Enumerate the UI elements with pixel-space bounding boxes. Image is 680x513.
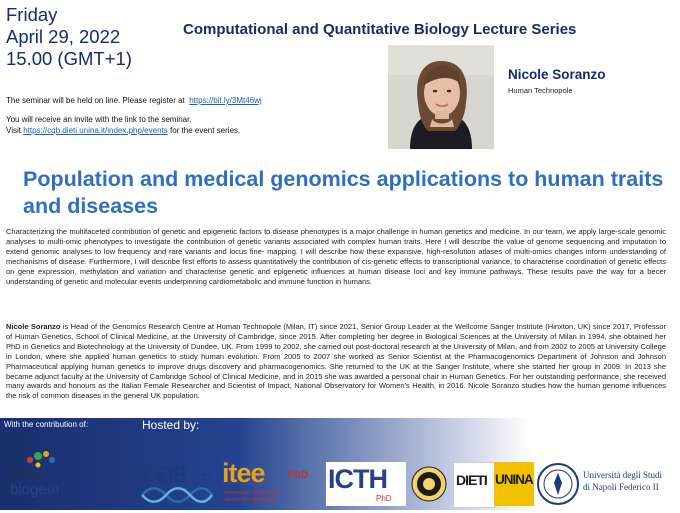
speaker-photo bbox=[388, 45, 494, 149]
event-datetime bbox=[6, 4, 191, 70]
federico-seal-icon bbox=[537, 463, 579, 505]
biogem-logo bbox=[8, 448, 80, 508]
talk-title: Population and medical genomics applications to human traits and diseases bbox=[23, 167, 664, 218]
dna-helix-icon bbox=[140, 486, 214, 504]
visit-prefix: Visit bbox=[6, 126, 21, 135]
unina-logo bbox=[494, 462, 534, 506]
dieti-logo bbox=[453, 462, 495, 508]
event-time: 15.00 (GMT+1) bbox=[6, 48, 132, 69]
itee-phd-text: PhD bbox=[288, 470, 308, 481]
abstract-paragraph: Characterizing the multifaceted contribution of genetic and epigenetic factors to disease phenotypes is a major challenge in human genetics and medicine. In our team, we apply large-scale genomic analyses to multi-omic phenotypes to investigate the contribution of genetic variants associated with complex human traits. Here I will describe the value of genome sequencing and imputation to extend genomic analyses to low frequency and rare variants and locus fine- mapping. I will describe how these expansive, high-resolution atlases of multi-omics changes inform understanding of mechanisms of disease. Furthermore, I will describe first efforts to assess quantitatively the contribution of cis-genetic effects to transcriptional variance, to characterise coordination of genetic effects on gene expression, methylation and variation and characterise genetic and epigenetic influences at human disease loci and key immune pathways. These results pave the way for a becer understanding of genetic and molecular events underpinning cardiometabolic and immune function in humans. bbox=[6, 227, 666, 286]
speaker-portrait-image bbox=[388, 45, 494, 149]
bio-speaker-name: Nicole Soranzo bbox=[6, 322, 61, 331]
series-title: Computational and Quantitative Biology Lecture Series bbox=[183, 21, 577, 38]
icth-phd-text: PhD bbox=[376, 494, 392, 503]
hosted-label: Hosted by: bbox=[142, 418, 200, 432]
speaker-affiliation: Human Technopole bbox=[508, 86, 573, 95]
registration-text: The seminar will be held on line. Please register at bbox=[6, 96, 185, 105]
visit-suffix: for the event series. bbox=[169, 126, 241, 135]
bio-text: is Head of the Genomics Research Centre at Human Technopole (Milan, IT) since 2021, Senior Group Leader at the Wellcome Sanger Institute (Hinxton, UK) since 2017, Professor of Human Genetics, School of Clinical Medicine, at the University of Cambridge, since 2015. After completing her degree in Biological Sciences at the University of Milan in 1994, she obtained her PhD in Genetics and Biotechnology at the University of Dundee, UK. From 1999 to 2002, she carried out post-doctoral research at the University of Milan, and from 2002 to 2005 at University College in London, where she applied human genetics to study human evolution. From 2005 to 2007 she worked as Senior Scientist at the Pharmacogenomics Department of Johnson and Johnson Pharmaceutical applying human genetics to improve drugs discovery and pharmacogenomics. She returned to the UK at the Sanger Institute, where she started her group in 2009. In 2013 she became adjunct faculty at the University of Cambridge School of Clinical Medicine, and in 2015 she was awarded a personal chair in Human Genetics. For her outstanding performance, she received many awards and honours as the Italian Female Researcher and Scientist of Impact, National Observatory for Women's Health, in 2016. Nicole Soranzo studies how the human genome influences the risk of common diseases in the general UK population. bbox=[6, 322, 666, 401]
itee-line1: information technology bbox=[224, 490, 280, 496]
visit-line bbox=[6, 126, 240, 135]
itee-text: itee bbox=[222, 458, 265, 488]
invite-line: You will receive an invite with the link to the seminar. bbox=[6, 115, 192, 124]
federico-ii-seal bbox=[537, 463, 579, 505]
cqb-phd-text: PhD bbox=[192, 472, 210, 482]
speaker-bio bbox=[6, 322, 666, 401]
dieti-text: DIETI bbox=[456, 472, 487, 488]
cqb-phd-logo bbox=[140, 462, 218, 506]
biogem-top-text: fondazione bbox=[12, 472, 47, 479]
seal-icon bbox=[411, 466, 447, 502]
biogem-name: biogem bbox=[10, 481, 60, 498]
contribution-label: With the contribution of: bbox=[4, 420, 89, 429]
itee-line2: electrical engineering bbox=[224, 497, 276, 503]
itee-phd-logo bbox=[222, 458, 320, 506]
unina-text: UNINA bbox=[495, 472, 533, 487]
icth-text: ICTH bbox=[328, 464, 387, 494]
univ-line1: Università degli Studi bbox=[583, 470, 662, 480]
registration-link[interactable]: https://bit.ly/3Mt46wj bbox=[189, 96, 262, 105]
registration-line bbox=[6, 96, 262, 105]
event-day: Friday bbox=[6, 4, 58, 25]
speaker-name: Nicole Soranzo bbox=[508, 67, 606, 82]
university-seal-logo bbox=[411, 466, 447, 502]
cqb-text: CQB bbox=[142, 462, 187, 487]
event-date: April 29, 2022 bbox=[6, 26, 121, 47]
univ-line2: di Napoli Federico II bbox=[583, 482, 659, 492]
unina-wordmark bbox=[583, 470, 680, 500]
icth-phd-logo bbox=[326, 462, 406, 506]
footer-band bbox=[0, 418, 680, 510]
events-link[interactable]: https://cqb.dieti.unina.it/index.php/events bbox=[23, 126, 168, 135]
